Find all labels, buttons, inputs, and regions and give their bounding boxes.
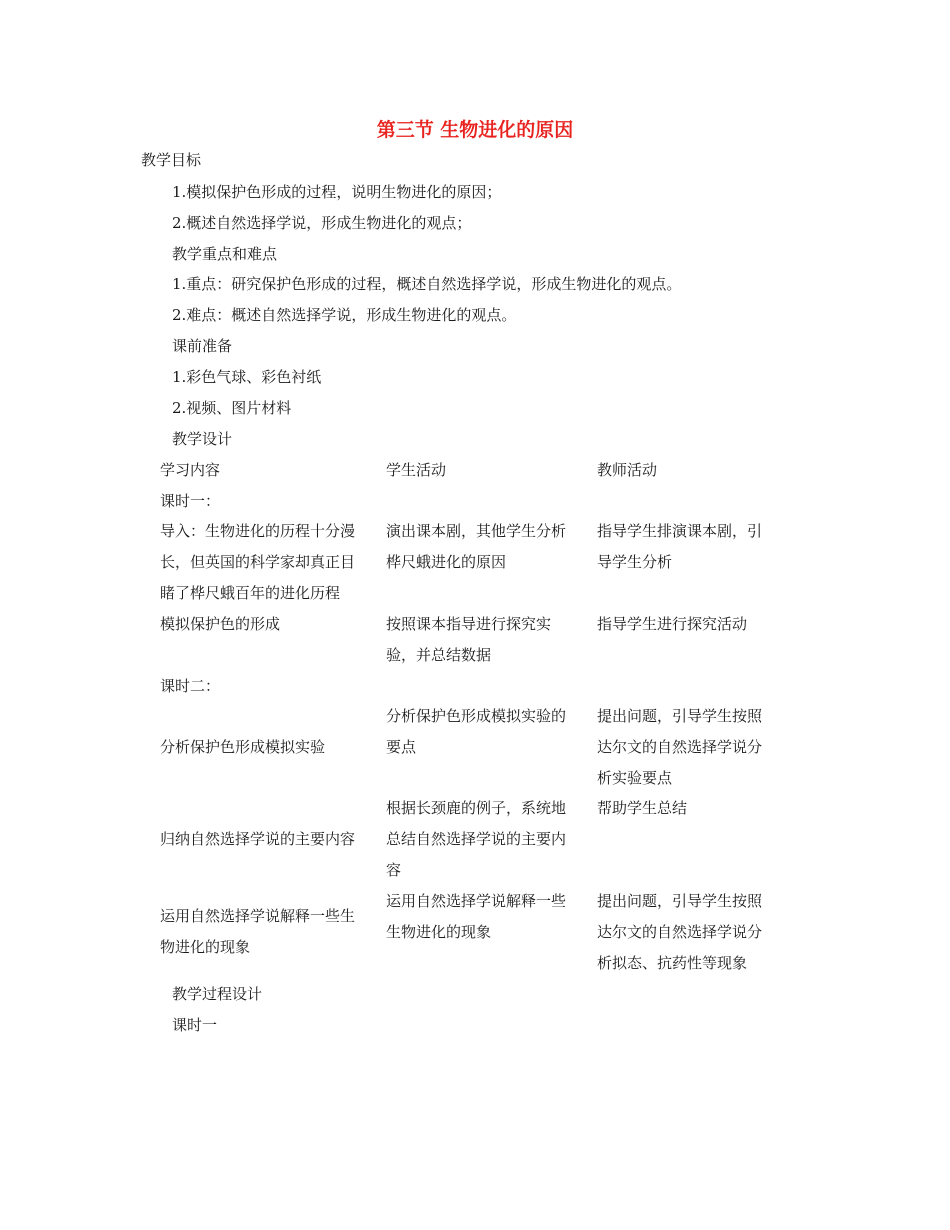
objective-item: 2.概述自然选择学说，形成生物进化的观点； (172, 214, 472, 232)
key-point-item: 2.难点：概述自然选择学说，形成生物进化的观点。 (172, 306, 517, 324)
key-point-item: 1.重点：研究保护色形成的过程，概述自然选择学说，形成生物进化的观点。 (172, 275, 682, 293)
column-header-student: 学生活动 (386, 461, 447, 479)
row-student-line: 根据长颈鹿的例子，系统地 (386, 799, 567, 817)
row-content-line: 模拟保护色的形成 (160, 615, 281, 633)
process-lesson-label: 课时一 (172, 1016, 218, 1034)
row-student-line: 演出课本剧，其他学生分析 (386, 522, 567, 540)
row-content-line: 归纳自然选择学说的主要内容 (160, 830, 356, 848)
lesson1-label: 课时一： (160, 492, 221, 510)
row-student-line: 要点 (386, 738, 417, 756)
row-teacher-line: 帮助学生总结 (597, 799, 688, 817)
preparation-item: 2.视频、图片材料 (172, 399, 292, 417)
row-student-line: 按照课本指导进行探究实 (386, 615, 552, 633)
row-teacher-line: 指导学生进行探究活动 (597, 615, 748, 633)
row-content-line: 分析保护色形成模拟实验 (160, 738, 326, 756)
key-points-heading: 教学重点和难点 (172, 245, 278, 263)
row-student-line: 生物进化的现象 (386, 923, 492, 941)
row-teacher-line: 析实验要点 (597, 769, 673, 787)
row-student-line: 运用自然选择学说解释一些 (386, 892, 567, 910)
column-header-teacher: 教师活动 (597, 461, 658, 479)
row-content-line: 长，但英国的科学家却真正目 (160, 553, 356, 571)
row-content-line: 导入：生物进化的历程十分漫 (160, 522, 356, 540)
lesson2-label: 课时二： (160, 677, 221, 695)
preparation-item: 1.彩色气球、彩色衬纸 (172, 368, 322, 386)
objective-item: 1.模拟保护色形成的过程，说明生物进化的原因； (172, 183, 502, 201)
row-teacher-line: 提出问题，引导学生按照 (597, 707, 763, 725)
row-student-line: 总结自然选择学说的主要内 (386, 830, 567, 848)
objectives-heading: 教学目标 (141, 151, 202, 169)
preparation-heading: 课前准备 (172, 337, 233, 355)
design-heading: 教学设计 (172, 430, 233, 448)
column-header-content: 学习内容 (160, 461, 221, 479)
row-student-line: 桦尺蛾进化的原因 (386, 553, 507, 571)
row-content-line: 睹了桦尺蛾百年的进化历程 (160, 584, 341, 602)
page-title: 第三节 生物进化的原因 (376, 119, 574, 141)
row-student-line: 验，并总结数据 (386, 646, 492, 664)
row-content-line: 运用自然选择学说解释一些生 (160, 907, 356, 925)
row-student-line: 分析保护色形成模拟实验的 (386, 707, 567, 725)
row-teacher-line: 达尔文的自然选择学说分 (597, 923, 763, 941)
row-teacher-line: 指导学生排演课本剧，引 (597, 522, 763, 540)
row-teacher-line: 析拟态、抗药性等现象 (597, 954, 748, 972)
row-content-line: 物进化的现象 (160, 938, 251, 956)
process-heading: 教学过程设计 (172, 985, 263, 1003)
row-student-line: 容 (386, 861, 402, 879)
row-teacher-line: 达尔文的自然选择学说分 (597, 738, 763, 756)
row-teacher-line: 提出问题，引导学生按照 (597, 892, 763, 910)
row-teacher-line: 导学生分析 (597, 553, 673, 571)
